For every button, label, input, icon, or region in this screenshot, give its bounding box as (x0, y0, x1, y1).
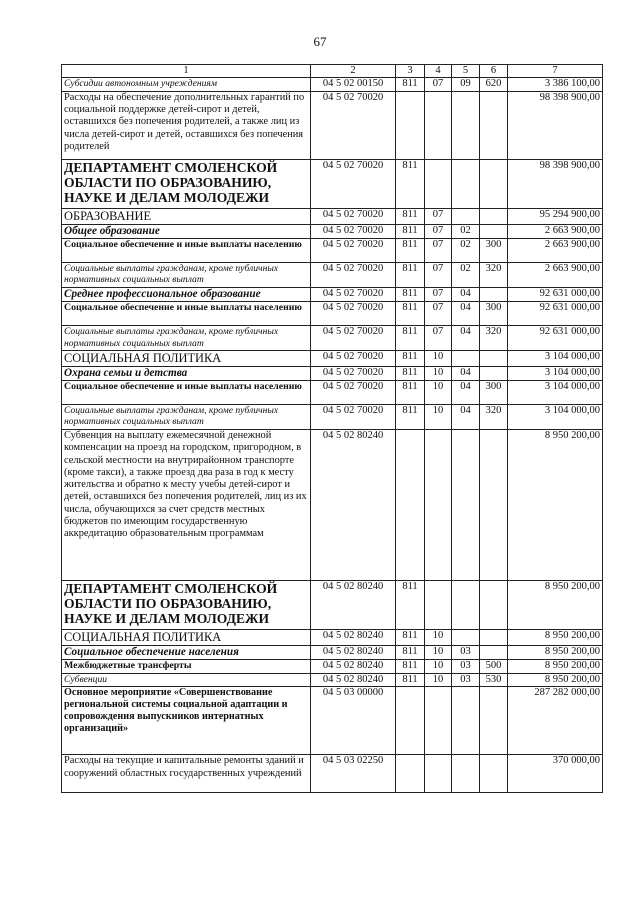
row-col3: 811 (396, 159, 425, 208)
row-col4: 07 (425, 326, 452, 351)
row-col6: 300 (480, 381, 508, 405)
row-col3: 811 (396, 581, 425, 630)
row-amount: 8 950 200,00 (508, 673, 603, 686)
table-row (62, 302, 603, 326)
row-col4 (425, 755, 452, 793)
table-row (62, 287, 603, 301)
row-col4: 10 (425, 366, 452, 380)
row-col3: 811 (396, 645, 425, 659)
table-body (62, 78, 603, 793)
row-col5: 04 (452, 381, 480, 405)
row-col4: 10 (425, 351, 452, 367)
row-col4: 07 (425, 287, 452, 301)
row-name: Основное мероприятие «Совершенствование региональной системы социальной адаптации и сопровождения выпускников интернатных организаций» (62, 687, 311, 755)
row-col4 (425, 430, 452, 581)
row-col6: 320 (480, 405, 508, 430)
row-col3 (396, 91, 425, 159)
row-col3: 811 (396, 381, 425, 405)
row-amount: 95 294 900,00 (508, 208, 603, 224)
header-col-2: 2 (311, 65, 396, 78)
row-amount: 3 386 100,00 (508, 78, 603, 91)
page-number: 67 (313, 34, 327, 49)
row-col3: 811 (396, 659, 425, 673)
row-col5 (452, 208, 480, 224)
row-col5 (452, 91, 480, 159)
row-name: ДЕПАРТАМЕНТ СМОЛЕНСКОЙ ОБЛАСТИ ПО ОБРАЗОВАНИЮ, НАУКЕ И ДЕЛАМ МОЛОДЕЖИ (62, 159, 311, 208)
row-col6 (480, 755, 508, 793)
row-code: 04 5 02 70020 (311, 224, 396, 238)
row-code: 04 5 02 80240 (311, 659, 396, 673)
table-row (62, 405, 603, 430)
row-col4: 07 (425, 78, 452, 91)
row-name: ДЕПАРТАМЕНТ СМОЛЕНСКОЙ ОБЛАСТИ ПО ОБРАЗОВАНИЮ, НАУКЕ И ДЕЛАМ МОЛОДЕЖИ (62, 581, 311, 630)
row-col4 (425, 581, 452, 630)
row-name: Расходы на обеспечение дополнительных гарантий по социальной поддержке детей-сирот и детей, оставшихся без попечения родителей, а также лиц из числа детей-сирот и детей, оставшихся без попечения родителей (62, 91, 311, 159)
row-col3: 811 (396, 405, 425, 430)
row-amount: 3 104 000,00 (508, 351, 603, 367)
row-col3: 811 (396, 262, 425, 287)
row-amount: 8 950 200,00 (508, 430, 603, 581)
row-col5: 02 (452, 224, 480, 238)
row-col6: 300 (480, 238, 508, 262)
row-col5: 09 (452, 78, 480, 91)
row-col6: 320 (480, 326, 508, 351)
row-col3: 811 (396, 224, 425, 238)
row-name: СОЦИАЛЬНАЯ ПОЛИТИКА (62, 630, 311, 646)
row-code: 04 5 02 70020 (311, 287, 396, 301)
row-col5: 02 (452, 238, 480, 262)
row-amount: 8 950 200,00 (508, 645, 603, 659)
row-col6 (480, 159, 508, 208)
row-col5: 03 (452, 645, 480, 659)
table-row (62, 673, 603, 686)
row-col6: 300 (480, 302, 508, 326)
row-col5: 02 (452, 262, 480, 287)
row-code: 04 5 02 70020 (311, 208, 396, 224)
row-code: 04 5 02 70020 (311, 405, 396, 430)
row-col4: 07 (425, 224, 452, 238)
row-name: Социальное обеспечение населения (62, 645, 311, 659)
row-col4: 10 (425, 645, 452, 659)
row-amount: 8 950 200,00 (508, 581, 603, 630)
row-col5: 04 (452, 302, 480, 326)
row-col4 (425, 91, 452, 159)
row-name: Субвенция на выплату ежемесячной денежной компенсации на проезд на городском, пригородном, в сельской местности на внутрирайонном транспорте (кроме такси), а также проезд два раза в год к месту жительства и обратно к месту учебы детей-сирот и детей, оставшихся без попечения родителей, лиц из их числа, обучающихся за счет средств местных бюджетов по имеющим государственную аккредитацию образовательным программам (62, 430, 311, 581)
row-col3 (396, 755, 425, 793)
row-name: Расходы на текущие и капитальные ремонты зданий и сооружений областных государственных учреждений (62, 755, 311, 793)
row-col4 (425, 159, 452, 208)
row-col3: 811 (396, 302, 425, 326)
header-row (62, 65, 603, 78)
row-col5 (452, 159, 480, 208)
row-col6 (480, 366, 508, 380)
row-col4: 07 (425, 208, 452, 224)
row-col6 (480, 687, 508, 755)
row-name: СОЦИАЛЬНАЯ ПОЛИТИКА (62, 351, 311, 367)
row-name: Межбюджетные трансферты (62, 659, 311, 673)
header-col-3: 3 (396, 65, 425, 78)
row-name: Субсидии автономным учреждениям (62, 78, 311, 91)
row-col3: 811 (396, 366, 425, 380)
row-col5: 03 (452, 659, 480, 673)
table-row (62, 351, 603, 367)
header-col-6: 6 (480, 65, 508, 78)
row-col6 (480, 581, 508, 630)
row-col5 (452, 687, 480, 755)
row-col5 (452, 351, 480, 367)
row-col5: 04 (452, 326, 480, 351)
row-col5: 04 (452, 287, 480, 301)
row-col4: 10 (425, 405, 452, 430)
row-code: 04 5 02 70020 (311, 381, 396, 405)
row-col6 (480, 208, 508, 224)
row-col3 (396, 687, 425, 755)
row-name: Субвенции (62, 673, 311, 686)
table-row (62, 755, 603, 793)
header-col-7: 7 (508, 65, 603, 78)
row-col3: 811 (396, 630, 425, 646)
row-name: Среднее профессиональное образование (62, 287, 311, 301)
row-col5: 03 (452, 673, 480, 686)
row-name: Социальное обеспечение и иные выплаты населению (62, 381, 311, 405)
row-amount: 92 631 000,00 (508, 287, 603, 301)
row-amount: 287 282 000,00 (508, 687, 603, 755)
row-col3: 811 (396, 326, 425, 351)
row-col4: 10 (425, 673, 452, 686)
row-name: Общее образование (62, 224, 311, 238)
row-code: 04 5 02 80240 (311, 645, 396, 659)
row-amount: 2 663 900,00 (508, 262, 603, 287)
row-amount: 98 398 900,00 (508, 159, 603, 208)
row-amount: 8 950 200,00 (508, 659, 603, 673)
row-col4: 10 (425, 659, 452, 673)
row-col5 (452, 755, 480, 793)
row-code: 04 5 02 80240 (311, 581, 396, 630)
table-row (62, 224, 603, 238)
table-row (62, 262, 603, 287)
row-code: 04 5 02 70020 (311, 91, 396, 159)
row-code: 04 5 03 02250 (311, 755, 396, 793)
row-col3: 811 (396, 238, 425, 262)
row-col6 (480, 430, 508, 581)
row-amount: 3 104 000,00 (508, 381, 603, 405)
row-col5 (452, 630, 480, 646)
table-row (62, 159, 603, 208)
row-code: 04 5 03 00000 (311, 687, 396, 755)
row-col3: 811 (396, 78, 425, 91)
row-name: ОБРАЗОВАНИЕ (62, 208, 311, 224)
row-amount: 3 104 000,00 (508, 366, 603, 380)
row-name: Социальные выплаты гражданам, кроме публичных нормативных социальных выплат (62, 326, 311, 351)
header-col-4: 4 (425, 65, 452, 78)
row-code: 04 5 02 00150 (311, 78, 396, 91)
table-row (62, 78, 603, 91)
table-row (62, 630, 603, 646)
row-code: 04 5 02 70020 (311, 326, 396, 351)
row-amount: 2 663 900,00 (508, 224, 603, 238)
row-name: Социальные выплаты гражданам, кроме публичных нормативных социальных выплат (62, 405, 311, 430)
row-col3: 811 (396, 208, 425, 224)
row-amount: 3 104 000,00 (508, 405, 603, 430)
row-col6 (480, 630, 508, 646)
table-row (62, 581, 603, 630)
row-amount: 370 000,00 (508, 755, 603, 793)
header-col-5: 5 (452, 65, 480, 78)
row-col6 (480, 351, 508, 367)
row-code: 04 5 02 80240 (311, 630, 396, 646)
row-name: Социальное обеспечение и иные выплаты населению (62, 238, 311, 262)
table-row (62, 659, 603, 673)
row-col4: 07 (425, 238, 452, 262)
row-col3: 811 (396, 287, 425, 301)
table-row (62, 238, 603, 262)
row-code: 04 5 02 70020 (311, 238, 396, 262)
table-row (62, 381, 603, 405)
row-code: 04 5 02 70020 (311, 351, 396, 367)
table-row (62, 326, 603, 351)
row-col5: 04 (452, 366, 480, 380)
row-col6 (480, 645, 508, 659)
table-row (62, 687, 603, 755)
header-col-1: 1 (62, 65, 311, 78)
row-col4: 10 (425, 630, 452, 646)
row-code: 04 5 02 70020 (311, 262, 396, 287)
row-code: 04 5 02 80240 (311, 430, 396, 581)
row-code: 04 5 02 70020 (311, 302, 396, 326)
row-col4: 10 (425, 381, 452, 405)
row-col6 (480, 91, 508, 159)
row-code: 04 5 02 70020 (311, 366, 396, 380)
table-row (62, 645, 603, 659)
table-row (62, 208, 603, 224)
row-amount: 98 398 900,00 (508, 91, 603, 159)
row-code: 04 5 02 80240 (311, 673, 396, 686)
row-col6: 500 (480, 659, 508, 673)
row-name: Социальное обеспечение и иные выплаты населению (62, 302, 311, 326)
row-amount: 92 631 000,00 (508, 326, 603, 351)
row-amount: 92 631 000,00 (508, 302, 603, 326)
row-col6 (480, 224, 508, 238)
table-row (62, 91, 603, 159)
row-col6: 620 (480, 78, 508, 91)
row-col3 (396, 430, 425, 581)
row-col6: 530 (480, 673, 508, 686)
row-col6 (480, 287, 508, 301)
row-name: Охрана семьи и детства (62, 366, 311, 380)
row-col4 (425, 687, 452, 755)
row-code: 04 5 02 70020 (311, 159, 396, 208)
row-amount: 8 950 200,00 (508, 630, 603, 646)
row-col5 (452, 430, 480, 581)
row-col6: 320 (480, 262, 508, 287)
row-col3: 811 (396, 673, 425, 686)
row-col4: 07 (425, 302, 452, 326)
table-row (62, 366, 603, 380)
row-col5: 04 (452, 405, 480, 430)
table-row (62, 430, 603, 581)
budget-table (61, 64, 603, 793)
row-name: Социальные выплаты гражданам, кроме публичных нормативных социальных выплат (62, 262, 311, 287)
row-col4: 07 (425, 262, 452, 287)
row-col5 (452, 581, 480, 630)
row-amount: 2 663 900,00 (508, 238, 603, 262)
row-col3: 811 (396, 351, 425, 367)
